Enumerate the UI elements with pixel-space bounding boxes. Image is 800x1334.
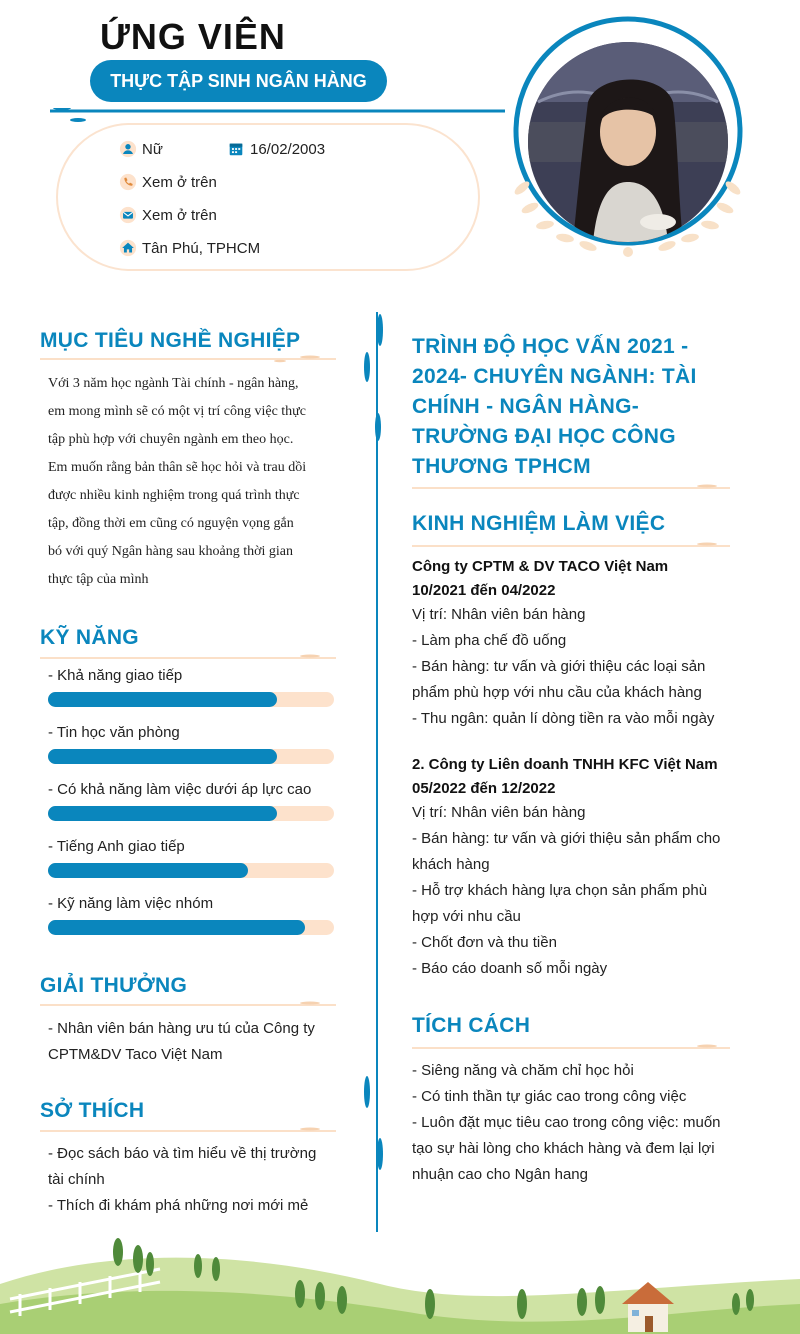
hobby-line: tài chính bbox=[48, 1171, 105, 1188]
birthdate-text: 16/02/2003 bbox=[250, 140, 326, 158]
job-duty: - Làm pha chế đồ uống bbox=[412, 632, 567, 649]
contact-address bbox=[118, 238, 260, 258]
job-duty: - Thu ngân: quản lí dòng tiền ra vào mỗi ngày bbox=[412, 710, 715, 727]
phone-text: Xem ở trên bbox=[142, 173, 217, 191]
objective-line: em mong mình sẽ có một vị trí công việc thực bbox=[48, 404, 306, 419]
gender-text: Nữ bbox=[142, 140, 163, 158]
education-line: CHÍNH - NGÂN HÀNG- bbox=[412, 395, 640, 418]
candidate-name: ỨNG VIÊN bbox=[100, 16, 286, 57]
personality-line: - Có tinh thần tự giác cao trong công việc bbox=[412, 1088, 687, 1105]
section-rule bbox=[412, 484, 730, 492]
home-icon bbox=[118, 238, 138, 258]
skill-bar-fill bbox=[48, 920, 305, 935]
personality-line: - Siêng năng và chăm chỉ học hỏi bbox=[412, 1062, 634, 1079]
phone-icon bbox=[118, 172, 138, 192]
skill-bar-fill bbox=[48, 863, 248, 878]
objective-line: thực tập của mình bbox=[48, 572, 149, 587]
skill-label: - Có khả năng làm việc dưới áp lực cao bbox=[48, 781, 312, 798]
skill-bar-fill bbox=[48, 806, 277, 821]
objective-line: tập, đồng thời em cũng có nguyện vọng gắn bbox=[48, 516, 294, 531]
skill-bar bbox=[48, 692, 334, 707]
section-rule bbox=[40, 654, 336, 662]
skill-bar-fill bbox=[48, 749, 277, 764]
job-role: Vị trí: Nhân viên bán hàng bbox=[412, 606, 586, 623]
hobbies-text bbox=[48, 1141, 330, 1219]
job-duty: - Bán hàng: tư vấn và giới thiệu sản phẩm cho bbox=[412, 830, 721, 847]
personality-title: TÍCH CÁCH bbox=[412, 1014, 531, 1037]
job-duty: - Hỗ trợ khách hàng lựa chọn sản phẩm phù bbox=[412, 882, 708, 899]
job-duty: - Bán hàng: tư vấn và giới thiệu các loại sản bbox=[412, 658, 706, 675]
skill-bar-fill bbox=[48, 692, 277, 707]
job-role: Vị trí: Nhân viên bán hàng bbox=[412, 804, 586, 821]
section-rule bbox=[412, 542, 730, 550]
profile-photo-frame bbox=[500, 10, 755, 265]
personality-line: nhuận cao cho Ngân hang bbox=[412, 1166, 588, 1183]
skill-label: - Tiếng Anh giao tiếp bbox=[48, 838, 185, 855]
skill-bar bbox=[48, 863, 334, 878]
objective-line: Với 3 năm học ngành Tài chính - ngân hàng, bbox=[48, 376, 299, 391]
job-duty: hợp với nhu cầu bbox=[412, 908, 521, 925]
calendar-icon bbox=[226, 139, 246, 159]
job-1 bbox=[412, 554, 729, 732]
section-rule bbox=[412, 1044, 730, 1052]
experience-title: KINH NGHIỆM LÀM VIỆC bbox=[412, 512, 666, 535]
objective-title: MỤC TIÊU NGHỀ NGHIỆP bbox=[40, 329, 301, 352]
section-rule bbox=[40, 1001, 336, 1009]
objective-line: bó với quý Ngân hàng sau khoảng thời gian bbox=[48, 544, 293, 559]
person-icon bbox=[118, 139, 138, 159]
objective-paragraph bbox=[48, 370, 330, 594]
skill-label: - Khả năng giao tiếp bbox=[48, 667, 183, 684]
education-line: 2024- CHUYÊN NGÀNH: TÀI bbox=[412, 365, 697, 388]
job-duty: - Chốt đơn và thu tiền bbox=[412, 934, 557, 951]
job-company: Công ty CPTM & DV TACO Việt Nam bbox=[412, 558, 669, 575]
job-2 bbox=[412, 752, 729, 982]
contact-email bbox=[118, 205, 217, 225]
job-period: 05/2022 đến 12/2022 bbox=[412, 780, 556, 797]
contact-birthdate bbox=[226, 139, 325, 159]
footer-landscape bbox=[0, 1224, 800, 1334]
education-line: TRÌNH ĐỘ HỌC VẤN 2021 - bbox=[412, 335, 689, 358]
header-decor-line bbox=[50, 108, 510, 124]
job-period: 10/2021 đến 04/2022 bbox=[412, 582, 556, 599]
personality-line: - Luôn đặt mục tiêu cao trong công việc: muốn bbox=[412, 1114, 721, 1131]
section-rule bbox=[40, 1127, 336, 1135]
education-line: THƯƠNG TPHCM bbox=[412, 455, 591, 478]
job-duty: - Báo cáo doanh số mỗi ngày bbox=[412, 960, 608, 977]
education-title bbox=[412, 332, 732, 482]
contact-gender bbox=[118, 139, 163, 159]
skills-title: KỸ NĂNG bbox=[40, 626, 139, 649]
address-text: Tân Phú, TPHCM bbox=[142, 239, 261, 257]
column-divider bbox=[362, 312, 392, 1237]
skill-bar bbox=[48, 806, 334, 821]
awards-title: GIẢI THƯỞNG bbox=[40, 974, 188, 997]
award-line: CPTM&DV Taco Việt Nam bbox=[48, 1046, 223, 1063]
personality-text bbox=[412, 1058, 729, 1188]
awards-text bbox=[48, 1016, 330, 1068]
education-line: TRƯỜNG ĐẠI HỌC CÔNG bbox=[412, 425, 676, 448]
profile-photo bbox=[528, 42, 728, 242]
skill-label: - Kỹ năng làm việc nhóm bbox=[48, 895, 214, 912]
objective-line: Em muốn rằng bản thân sẽ học hỏi và trau dồi bbox=[48, 460, 307, 475]
skill-bar bbox=[48, 920, 334, 935]
hobby-line: - Thích đi khám phá những nơi mới mẻ bbox=[48, 1197, 309, 1214]
hobbies-title: SỞ THÍCH bbox=[40, 1099, 145, 1122]
job-company: 2. Công ty Liên doanh TNHH KFC Việt Nam bbox=[412, 756, 718, 773]
job-duty: phẩm phù hợp với nhu cầu của khách hàng bbox=[412, 684, 702, 701]
envelope-icon bbox=[118, 205, 138, 225]
personality-line: tạo sự hài lòng cho khách hàng và đem lại lợi bbox=[412, 1140, 715, 1157]
position-pill: THỰC TẬP SINH NGÂN HÀNG bbox=[90, 60, 387, 102]
job-duty: khách hàng bbox=[412, 856, 490, 873]
objective-line: được nhiều kinh nghiệm trong quá trình thực bbox=[48, 488, 300, 503]
award-line: - Nhân viên bán hàng ưu tú của Công ty bbox=[48, 1020, 315, 1037]
hobby-line: - Đọc sách báo và tìm hiểu về thị trường bbox=[48, 1145, 317, 1162]
email-text: Xem ở trên bbox=[142, 206, 217, 224]
contact-phone bbox=[118, 172, 217, 192]
objective-line: tập phù hợp với chuyên ngành em theo học. bbox=[48, 432, 294, 447]
skill-bar bbox=[48, 749, 334, 764]
skill-label: - Tin học văn phòng bbox=[48, 724, 180, 741]
section-rule bbox=[40, 355, 336, 363]
